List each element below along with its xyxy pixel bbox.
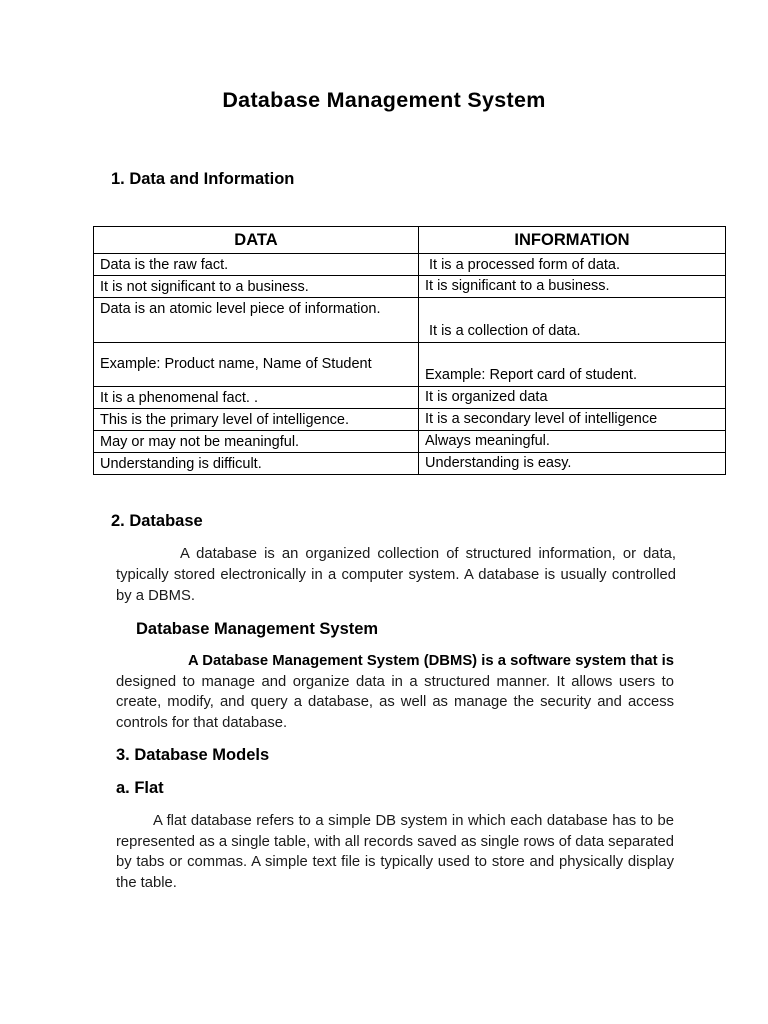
database-paragraph-text: A database is an organized collection of structured information, or data, typically stored electronically in a computer system. A database is usually controlled by a DBMS. <box>116 546 676 604</box>
table-row <box>94 298 726 343</box>
table-row <box>94 343 726 387</box>
table-cell: Data is an atomic level piece of information. <box>94 298 419 343</box>
column-header-data: DATA <box>94 227 419 254</box>
table-cell: It is significant to a business. <box>419 276 726 298</box>
flat-paragraph <box>116 811 674 893</box>
table-cell: It is organized data <box>419 387 726 409</box>
subheading-dbms: Database Management System <box>136 620 379 638</box>
document-title: Database Management System <box>222 88 546 112</box>
table-cell: This is the primary level of intelligence. <box>94 409 419 431</box>
table-cell: Example: Product name, Name of Student <box>94 343 419 387</box>
section-heading-data-information: 1. Data and Information <box>111 170 295 188</box>
dbms-paragraph-bold: A Database Management System (DBMS) is a software system that is <box>188 653 674 669</box>
dbms-paragraph-text: designed to manage and organize data in a structured manner. It allows users to create, modify, and query a database, as well as manage the security and access controls for that database. <box>116 673 674 731</box>
table-row <box>94 431 726 453</box>
section-heading-database-models: 3. Database Models <box>116 746 270 764</box>
subheading-flat: a. Flat <box>116 779 164 797</box>
table-cell: It is a secondary level of intelligence <box>419 409 726 431</box>
section-heading-database: 2. Database <box>111 512 203 530</box>
table-cell: Data is the raw fact. <box>94 254 419 276</box>
dbms-paragraph <box>116 651 674 733</box>
flat-paragraph-text: A flat database refers to a simple DB system in which each database has to be represented as a single table, with all records saved as single rows of data separated by tabs or commas. A simple text file is typically used to store and physically display the table. <box>116 813 674 891</box>
table-row <box>94 276 726 298</box>
database-paragraph <box>116 544 676 607</box>
table-cell: It is a processed form of data. <box>419 254 726 276</box>
table-cell: It is a phenomenal fact. . <box>94 387 419 409</box>
table-cell: May or may not be meaningful. <box>94 431 419 453</box>
data-vs-information-table <box>93 226 726 475</box>
table-cell: Always meaningful. <box>419 431 726 453</box>
table-cell: Understanding is difficult. <box>94 453 419 475</box>
column-header-information: INFORMATION <box>419 227 726 254</box>
table-header-row <box>94 227 726 254</box>
table-cell: Example: Report card of student. <box>419 343 726 387</box>
table-cell: It is not significant to a business. <box>94 276 419 298</box>
table-row <box>94 387 726 409</box>
table-row <box>94 254 726 276</box>
table-cell: Understanding is easy. <box>419 453 726 475</box>
table-row <box>94 409 726 431</box>
table-row <box>94 453 726 475</box>
table-cell: It is a collection of data. <box>419 298 726 343</box>
